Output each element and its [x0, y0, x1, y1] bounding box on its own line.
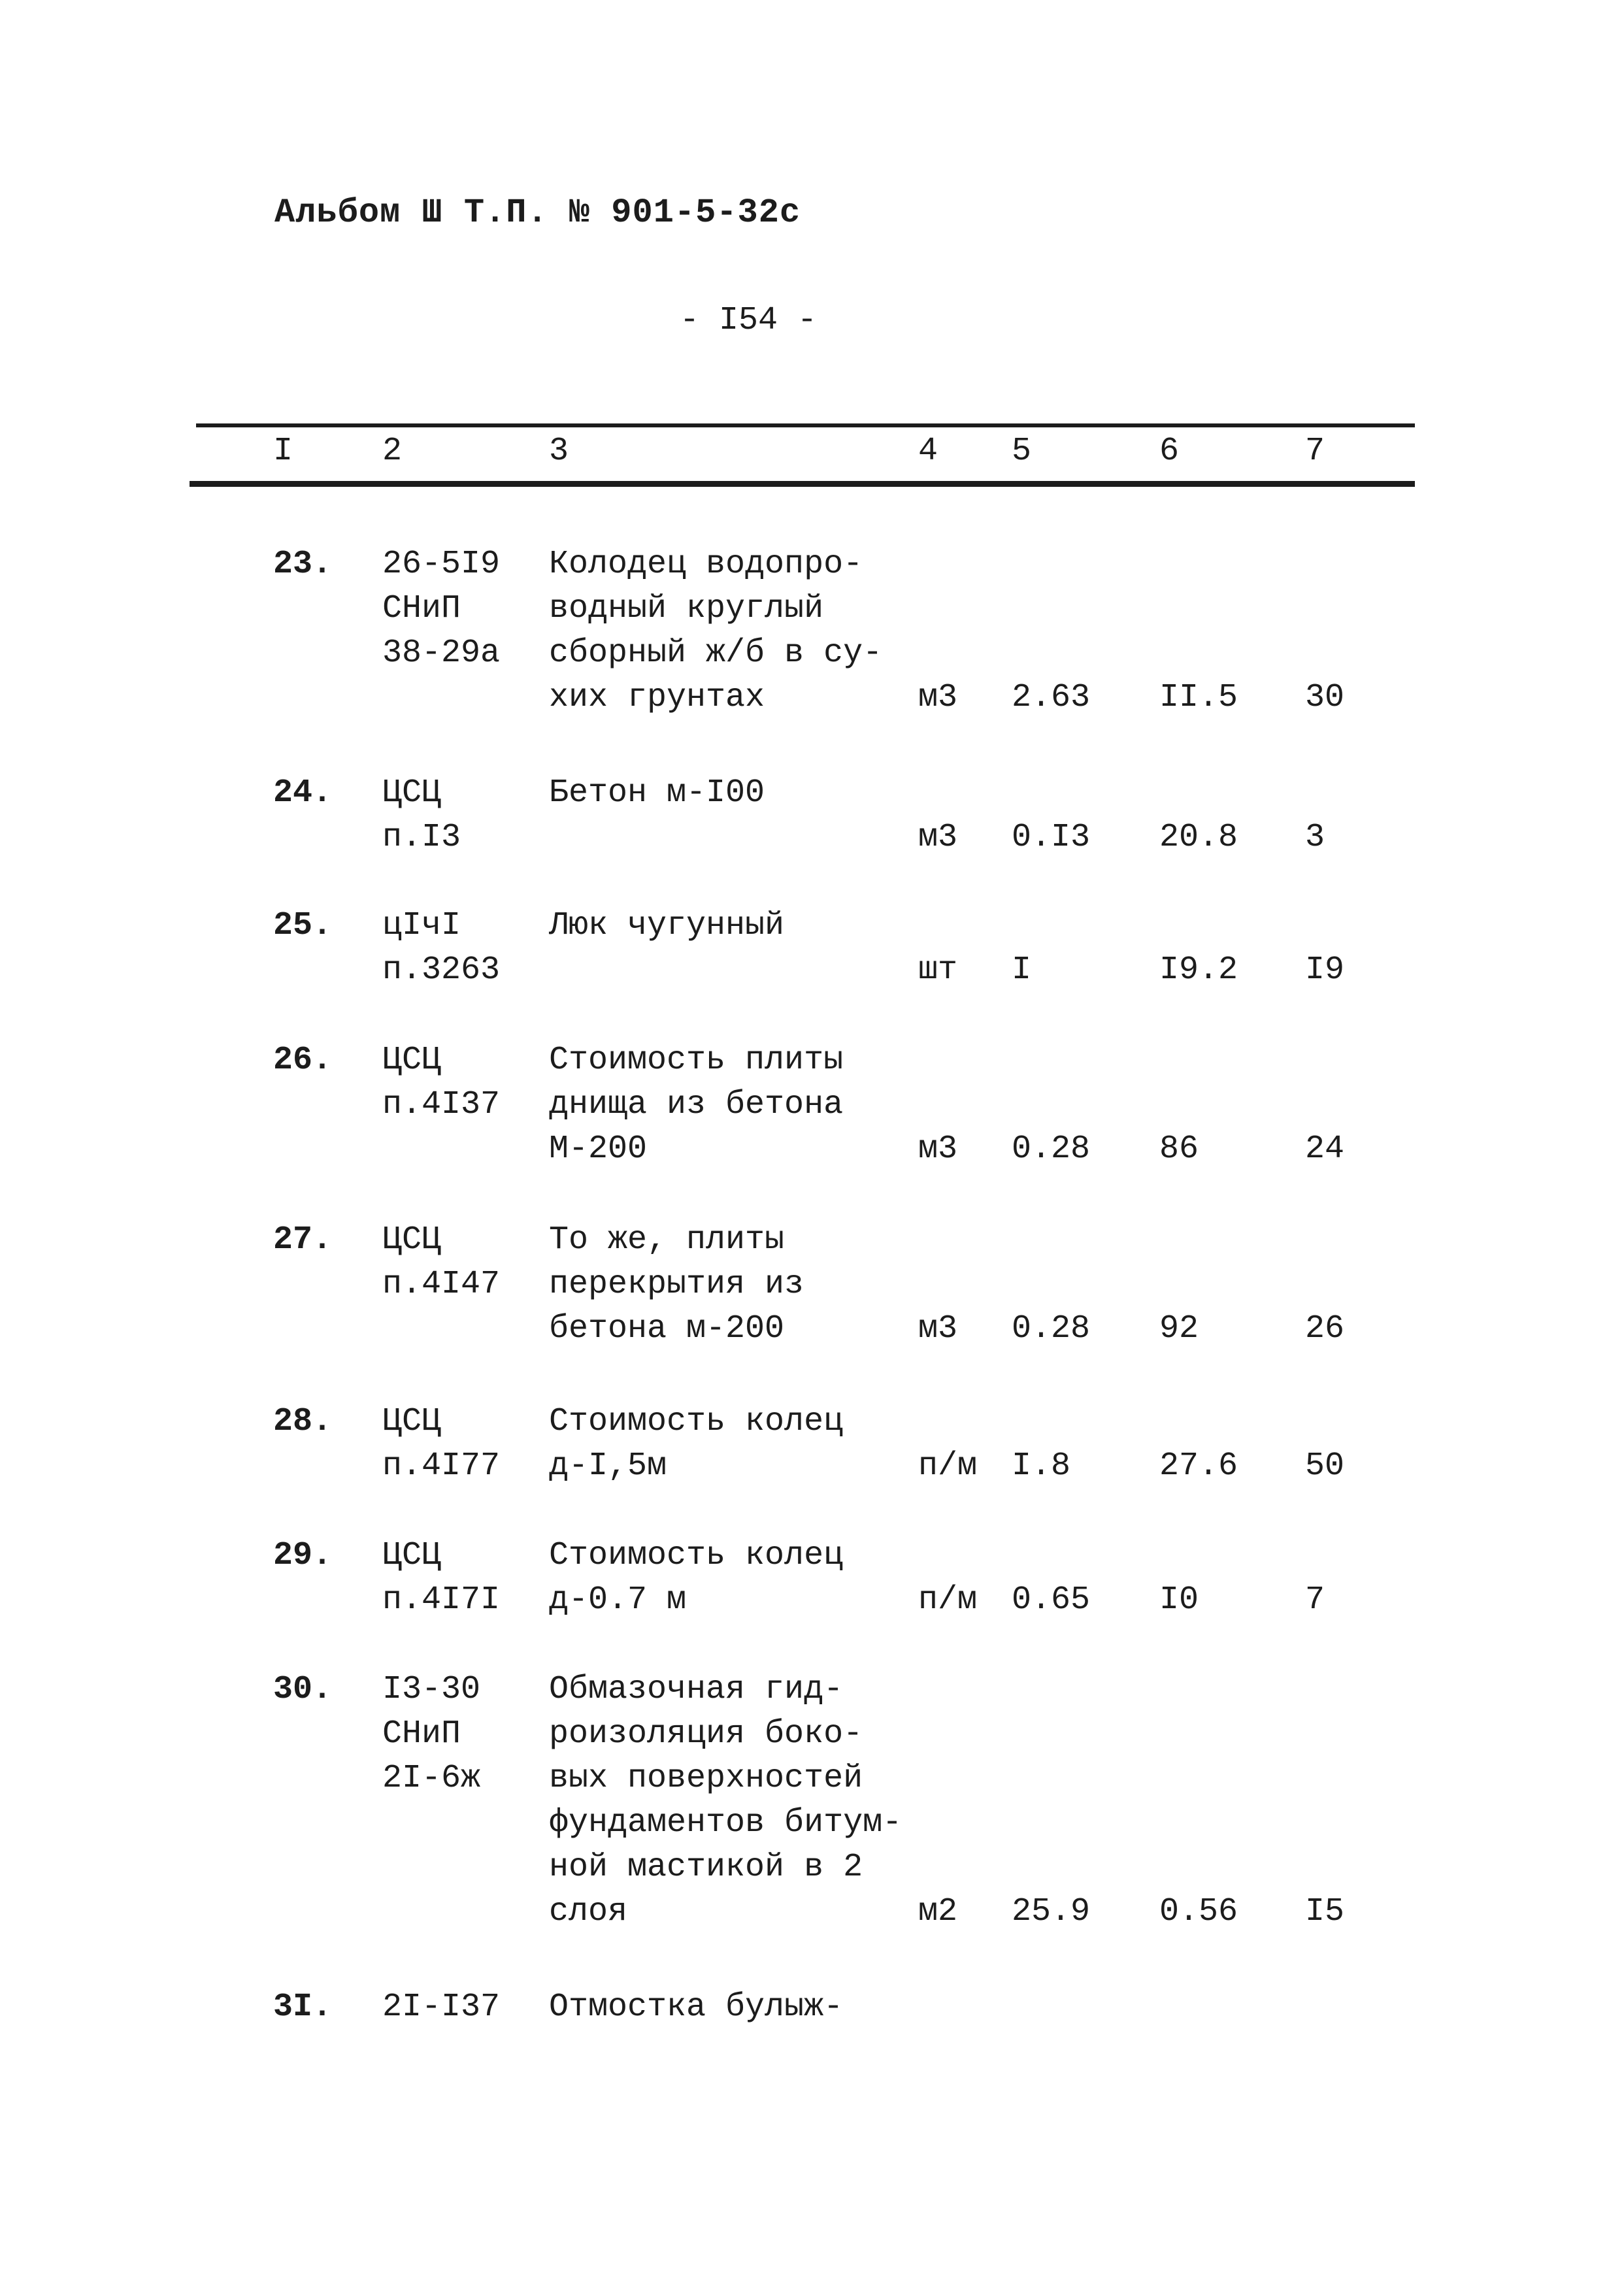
row-number: 3I.	[273, 1989, 333, 2026]
description-line: Люк чугунный	[549, 907, 785, 944]
row-number: 27.	[273, 1221, 333, 1259]
table-header-rule	[190, 481, 1415, 487]
norm-code-line: 2I-I37	[382, 1989, 501, 2026]
unit-price-cell: 92	[1159, 1310, 1199, 1347]
description-line: днища из бетона	[549, 1086, 844, 1123]
unit-cell: м3	[918, 819, 958, 856]
quantity-cell: 0.28	[1012, 1131, 1091, 1168]
total-cell: 3	[1305, 819, 1325, 856]
norm-code-line: ЦСЦ	[382, 1403, 442, 1440]
unit-price-cell: 86	[1159, 1131, 1199, 1168]
description-line: Стоимость плиты	[549, 1042, 844, 1079]
table-top-rule	[196, 423, 1415, 427]
norm-code-line: п.4I37	[382, 1086, 501, 1123]
total-cell: 30	[1305, 679, 1345, 716]
norm-code-line: 26-5I9	[382, 546, 501, 583]
unit-cell: м2	[918, 1893, 958, 1930]
description-line: слоя	[549, 1893, 628, 1930]
norm-code-line: п.I3	[382, 819, 461, 856]
description-line: Стоимость колец	[549, 1403, 844, 1440]
unit-price-cell: 0.56	[1159, 1893, 1238, 1930]
column-header-6: 6	[1159, 433, 1180, 470]
page-number: - I54 -	[679, 302, 818, 339]
description-line: ной мастикой в 2	[549, 1849, 863, 1886]
unit-cell: м3	[918, 1131, 958, 1168]
norm-code-line: п.3263	[382, 951, 501, 989]
quantity-cell: 0.65	[1012, 1581, 1091, 1619]
description-line: д-0.7 м	[549, 1581, 687, 1619]
description-line: Бетон м-I00	[549, 774, 765, 812]
norm-code-line: ЦСЦ	[382, 1221, 442, 1259]
row-number: 23.	[273, 546, 333, 583]
description-line: бетона м-200	[549, 1310, 785, 1347]
unit-price-cell: I0	[1159, 1581, 1199, 1619]
unit-price-cell: I9.2	[1159, 951, 1238, 989]
norm-code-line: I3-30	[382, 1671, 481, 1708]
total-cell: I9	[1305, 951, 1345, 989]
column-header-4: 4	[918, 433, 938, 470]
column-header-5: 5	[1012, 433, 1032, 470]
quantity-cell: I.8	[1012, 1447, 1071, 1485]
quantity-cell: 2.63	[1012, 679, 1091, 716]
description-line: фундаментов битум-	[549, 1804, 903, 1841]
norm-code-line: 2I-6ж	[382, 1760, 481, 1797]
total-cell: 24	[1305, 1131, 1345, 1168]
norm-code-line: СНиП	[382, 1715, 461, 1753]
norm-code-line: 38-29а	[382, 635, 501, 672]
unit-price-cell: II.5	[1159, 679, 1238, 716]
unit-cell: п/м	[918, 1447, 978, 1485]
norm-code-line: ЦСЦ	[382, 774, 442, 812]
row-number: 24.	[273, 774, 333, 812]
norm-code-line: ЦСЦ	[382, 1042, 442, 1079]
total-cell: 26	[1305, 1310, 1345, 1347]
quantity-cell: I	[1012, 951, 1032, 989]
total-cell: 7	[1305, 1581, 1325, 1619]
quantity-cell: 25.9	[1012, 1893, 1091, 1930]
unit-price-cell: 20.8	[1159, 819, 1238, 856]
row-number: 25.	[273, 907, 333, 944]
norm-code-line: п.4I7I	[382, 1581, 501, 1619]
row-number: 29.	[273, 1537, 333, 1574]
unit-cell: м3	[918, 679, 958, 716]
description-line: Отмостка булыж-	[549, 1989, 844, 2026]
norm-code-line: цIчI	[382, 907, 461, 944]
quantity-cell: 0.I3	[1012, 819, 1091, 856]
description-line: То же, плиты	[549, 1221, 785, 1259]
norm-code-line: п.4I47	[382, 1266, 501, 1303]
row-number: 26.	[273, 1042, 333, 1079]
description-line: д-I,5м	[549, 1447, 667, 1485]
row-number: 30.	[273, 1671, 333, 1708]
quantity-cell: 0.28	[1012, 1310, 1091, 1347]
description-line: Стоимость колец	[549, 1537, 844, 1574]
norm-code-line: ЦСЦ	[382, 1537, 442, 1574]
column-header-1: I	[273, 433, 293, 470]
description-line: водный круглый	[549, 590, 824, 627]
description-line: хих грунтах	[549, 679, 765, 716]
document-header: Альбом Ш Т.П. № 901-5-32с	[274, 193, 801, 232]
total-cell: I5	[1305, 1893, 1345, 1930]
norm-code-line: СНиП	[382, 590, 461, 627]
column-header-2: 2	[382, 433, 403, 470]
unit-cell: шт	[918, 951, 958, 989]
description-line: сборный ж/б в су-	[549, 635, 883, 672]
description-line: Обмазочная гид-	[549, 1671, 844, 1708]
column-header-7: 7	[1305, 433, 1325, 470]
norm-code-line: п.4I77	[382, 1447, 501, 1485]
description-line: роизоляция боко-	[549, 1715, 863, 1753]
row-number: 28.	[273, 1403, 333, 1440]
column-header-3: 3	[549, 433, 569, 470]
description-line: Колодец водопро-	[549, 546, 863, 583]
total-cell: 50	[1305, 1447, 1345, 1485]
unit-cell: м3	[918, 1310, 958, 1347]
description-line: М-200	[549, 1131, 648, 1168]
unit-price-cell: 27.6	[1159, 1447, 1238, 1485]
description-line: перекрытия из	[549, 1266, 804, 1303]
unit-cell: п/м	[918, 1581, 978, 1619]
description-line: вых поверхностей	[549, 1760, 863, 1797]
